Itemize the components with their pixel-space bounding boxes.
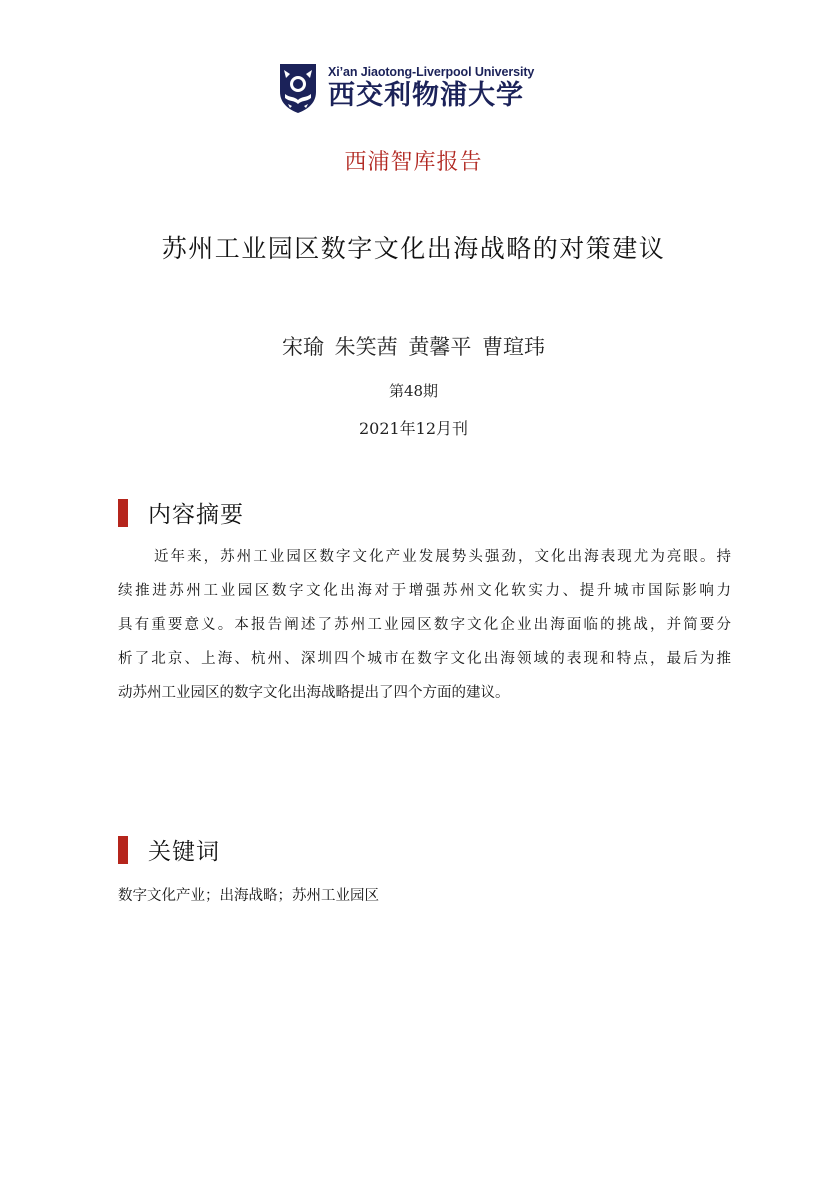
abstract-heading bbox=[118, 498, 244, 527]
section-marker bbox=[118, 499, 128, 527]
keywords-heading-text: 关键词 bbox=[148, 839, 220, 865]
series-label: 西浦智库报告 bbox=[344, 150, 483, 175]
university-name-cn: 西交利物浦大学 bbox=[328, 79, 524, 111]
abstract-line: 动苏州工业园区的数字文化出海战略提出了四个方面的建议。 bbox=[118, 685, 510, 701]
authors: 宋瑜 朱笑茜 黄馨平 曹瑄玮 bbox=[281, 335, 546, 359]
keywords-heading bbox=[118, 835, 220, 864]
abstract-heading-text: 内容摘要 bbox=[148, 502, 244, 528]
abstract-line: 续推进苏州工业园区数字文化出海对于增强苏州文化软实力、提升城市国际影响力 bbox=[118, 583, 731, 599]
crest-icon bbox=[278, 62, 318, 114]
abstract-line: 近年来，苏州工业园区数字文化产业发展势头强劲，文化出海表现尤为亮眼。持 bbox=[154, 549, 731, 565]
abstract-line: 析了北京、上海、杭州、深圳四个城市在数字文化出海领域的表现和特点，最后为推 bbox=[118, 651, 731, 667]
abstract-line: 具有重要意义。本报告阐述了苏州工业园区数字文化企业出海面临的挑战，并简要分 bbox=[118, 617, 731, 633]
keywords-text: 数字文化产业；出海战略；苏州工业园区 bbox=[118, 888, 379, 904]
university-logo bbox=[278, 61, 550, 115]
section-marker bbox=[118, 836, 128, 864]
report-title: 苏州工业园区数字文化出海战略的对策建议 bbox=[161, 234, 666, 263]
publication-date: 2021年12月刊 bbox=[358, 419, 469, 438]
abstract-body bbox=[118, 540, 731, 710]
issue-number: 第48期 bbox=[388, 382, 439, 400]
university-name-en: Xi’an Jiaotong-Liverpool University bbox=[328, 64, 535, 79]
